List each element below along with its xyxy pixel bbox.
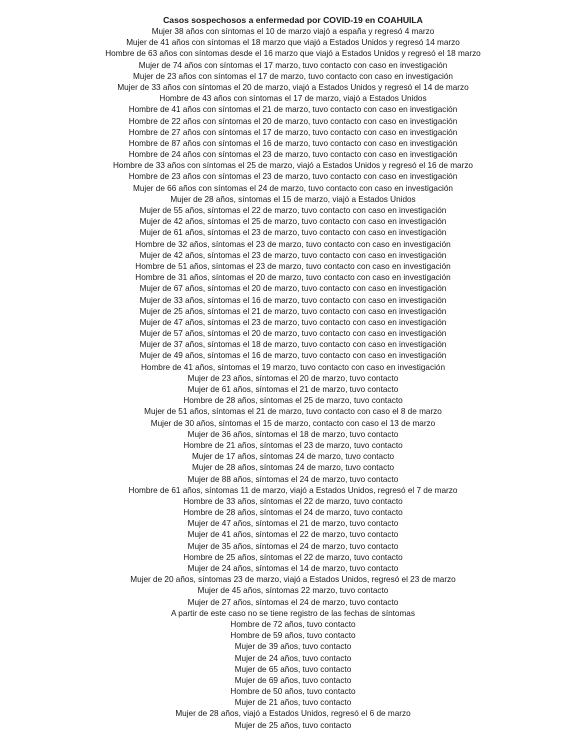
case-line: Hombre de 51 años, síntomas el 23 de marzo, tuvo contacto con caso en investigación: [135, 261, 451, 271]
case-line: Hombre de 24 años con síntomas el 23 de marzo, tuvo contacto con caso en investigación: [128, 150, 458, 160]
case-line: Hombre de 22 años con síntomas el 20 de marzo, tuvo contacto con caso en investigación: [128, 116, 458, 126]
case-line: Mujer de 45 años, síntomas 22 marzo, tuvo contacto: [197, 586, 389, 596]
case-line: Mujer de 51 años, síntomas el 21 de marzo, tuvo contacto con caso el 8 de marzo: [144, 407, 442, 417]
document-title: Casos sospechosos a enfermedad por COVID-19 en COAHUILA: [163, 15, 423, 25]
case-line: Mujer de 30 años, síntomas el 15 de marzo, contacto con caso el 13 de marzo: [150, 418, 436, 428]
case-line: Mujer de 23 años con síntomas el 17 de marzo, tuvo contacto con caso en investigación: [133, 71, 453, 81]
case-line: Mujer de 39 años, tuvo contacto: [234, 642, 352, 652]
case-line: Hombre de 31 años, síntomas el 20 de marzo, tuvo contacto con caso en investigación: [135, 273, 451, 283]
case-line: Hombre de 23 años con síntomas el 23 de marzo, tuvo contacto con caso en investigación: [128, 172, 458, 182]
case-line: Mujer de 36 años, síntomas el 18 de marzo, tuvo contacto: [187, 429, 399, 439]
case-line: Mujer de 42 años, síntomas el 23 de marzo, tuvo contacto con caso en investigación: [139, 250, 447, 260]
case-line: Mujer de 24 años, síntomas el 14 de marzo, tuvo contacto: [187, 564, 399, 573]
case-line: Hombre de 61 años, síntomas 11 de marzo, viajó a Estados Unidos, regresó el 7 de marzo: [128, 485, 458, 495]
case-line: Mujer de 41 años, síntomas el 22 de marzo, tuvo contacto: [187, 530, 399, 540]
case-line: Hombre de 41 años con síntomas el 21 de marzo, tuvo contacto con caso en investigación: [128, 105, 458, 115]
case-line: Mujer de 37 años, síntomas el 18 de marzo, tuvo contacto con caso en investigación: [139, 340, 447, 350]
case-line: Mujer de 33 años con síntomas el 20 de marzo, viajó a Estados Unidos y regresó el 14 de marzo: [117, 82, 469, 92]
case-line: Mujer de 21 años, tuvo contacto: [234, 698, 352, 708]
case-line: Mujer de 55 años, síntomas el 22 de marzo, tuvo contacto con caso en investigación: [139, 206, 447, 215]
case-line: Mujer de 41 años con síntomas el 18 marzo que viajó a Estados Unidos y regresó 14 marzo: [126, 38, 460, 48]
case-line: Hombre de 27 años con síntomas el 17 de marzo, tuvo contacto con caso en investigación: [128, 127, 458, 137]
case-line: Mujer de 47 años, síntomas el 21 de marzo, tuvo contacto: [187, 519, 399, 529]
case-line: Hombre de 33 años, síntomas el 22 de marzo, tuvo contacto: [183, 496, 403, 506]
case-line: Hombre de 28 años, síntomas el 24 de marzo, tuvo contacto: [183, 508, 403, 518]
case-list: [0, 26, 586, 731]
case-line: Hombre de 33 años con síntomas el 25 de marzo, viajó a Estados Unidos y regresó el 16 de marzo: [113, 161, 473, 171]
case-line: Mujer de 20 años, síntomas 23 de marzo, viajó a Estados Unidos, regresó el 23 de marzo: [130, 575, 456, 585]
case-line: Mujer de 25 años, tuvo contacto: [234, 720, 352, 730]
case-line: Hombre de 32 años, síntomas el 23 de marzo, tuvo contacto con caso en investigación: [135, 239, 451, 249]
case-line: Mujer de 49 años, síntomas el 16 de marzo, tuvo contacto con caso en investigación: [139, 351, 447, 361]
case-line: Mujer de 33 años, síntomas el 16 de marzo, tuvo contacto con caso en investigación: [139, 295, 447, 305]
case-line: Mujer de 28 años, viajó a Estados Unidos, regresó el 6 de marzo: [175, 709, 411, 719]
case-line: Hombre de 87 años con síntomas el 16 de marzo, tuvo contacto con caso en investigación: [128, 138, 458, 148]
case-line: Mujer de 61 años, síntomas el 23 de marzo, tuvo contacto con caso en investigación: [139, 228, 447, 238]
case-line: Mujer de 25 años, síntomas el 21 de marzo, tuvo contacto con caso en investigación: [139, 306, 447, 316]
case-line: Mujer de 47 años, síntomas el 23 de marzo, tuvo contacto con caso en investigación: [139, 317, 447, 327]
case-line: Mujer de 65 años, tuvo contacto: [234, 664, 352, 674]
case-line: Hombre de 43 años con síntomas el 17 de marzo, viajó a Estados Unidos: [159, 94, 427, 104]
case-line: Mujer de 23 años, síntomas el 20 de marzo, tuvo contacto: [187, 373, 399, 383]
case-line: Hombre de 28 años, síntomas el 25 de marzo, tuvo contacto: [183, 396, 403, 406]
case-line: A partir de este caso no se tiene registro de las fechas de síntomas: [171, 608, 415, 618]
case-line: Mujer de 28 años, síntomas el 15 de marzo, viajó a Estados Unidos: [170, 194, 416, 204]
case-line: Hombre de 59 años, tuvo contacto: [230, 631, 356, 641]
case-line: Hombre de 63 años con síntomas desde el 16 marzo que viajó a Estados Unidos y regresó el 18 marzo: [105, 49, 481, 59]
case-line: Hombre de 41 años, síntomas el 19 marzo, tuvo contacto con caso en investigación: [140, 362, 446, 372]
case-line: Mujer de 35 años, síntomas el 24 de marzo, tuvo contacto: [187, 541, 399, 551]
case-line: Mujer de 61 años, síntomas el 21 de marzo, tuvo contacto: [187, 385, 399, 394]
case-line: Mujer de 28 años, síntomas 24 de marzo, tuvo contacto: [191, 463, 395, 473]
case-line: Hombre de 25 años, síntomas el 22 de marzo, tuvo contacto: [183, 552, 403, 562]
case-line: Mujer de 27 años, síntomas el 24 de marzo, tuvo contacto: [187, 597, 399, 607]
case-line: Mujer de 74 años con síntomas el 17 marzo, tuvo contacto con caso en investigación: [138, 60, 448, 70]
case-line: Mujer de 57 años, síntomas el 20 de marzo, tuvo contacto con caso en investigación: [139, 329, 447, 339]
case-line: Hombre de 50 años, tuvo contacto: [230, 687, 356, 697]
case-line: Mujer 38 años con síntomas el 10 de marzo viajó a españa y regresó 4 marzo: [151, 27, 435, 36]
case-line: Mujer de 88 años, síntomas el 24 de marzo, tuvo contacto: [187, 474, 399, 484]
case-line: Mujer de 17 años, síntomas 24 de marzo, tuvo contacto: [191, 452, 395, 462]
case-line: Hombre de 21 años, síntomas el 23 de marzo, tuvo contacto: [183, 440, 403, 450]
case-line: Mujer de 42 años, síntomas el 25 de marzo, tuvo contacto con caso en investigación: [139, 217, 447, 227]
case-line: Hombre de 72 años, tuvo contacto: [230, 619, 356, 629]
case-line: Mujer de 67 años, síntomas el 20 de marzo, tuvo contacto con caso en investigación: [139, 284, 447, 294]
case-line: Mujer de 69 años, tuvo contacto: [234, 675, 352, 685]
case-line: Mujer de 66 años con síntomas el 24 de marzo, tuvo contacto con caso en investigación: [133, 183, 453, 193]
case-line: Mujer de 24 años, tuvo contacto: [234, 653, 352, 663]
